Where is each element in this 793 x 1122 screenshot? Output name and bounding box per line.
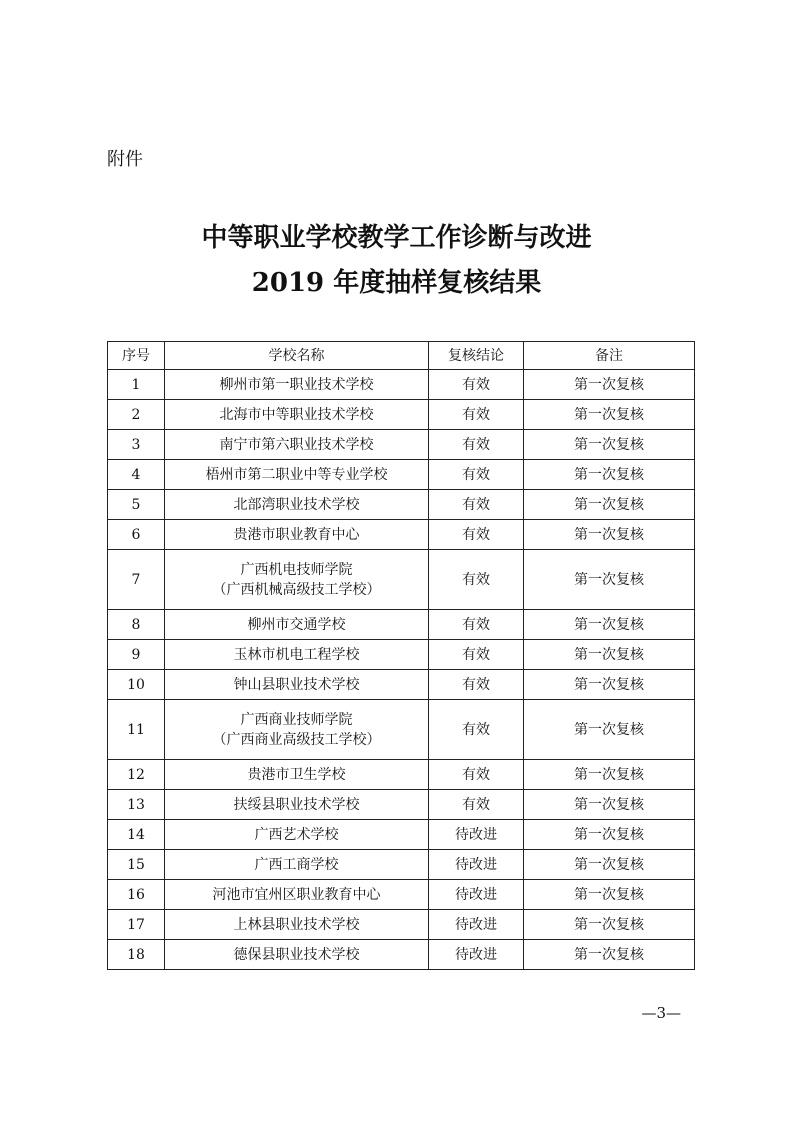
serial-number-cell: 12 xyxy=(108,760,165,790)
note-cell: 第一次复核 xyxy=(524,460,695,490)
school-name-line: 贵港市职业教育中心 xyxy=(233,526,360,543)
school-name-line: 北部湾职业技术学校 xyxy=(233,496,360,513)
school-name-line: 广西机电技师学院 xyxy=(240,561,353,578)
school-name-cell xyxy=(165,460,429,490)
note-cell: 第一次复核 xyxy=(524,910,695,940)
review-result-cell: 待改进 xyxy=(429,880,524,910)
table-row xyxy=(108,430,695,460)
school-name-cell xyxy=(165,370,429,400)
table-row xyxy=(108,940,695,970)
table-row xyxy=(108,880,695,910)
note-cell: 第一次复核 xyxy=(524,370,695,400)
school-name-line: 南宁市第六职业技术学校 xyxy=(219,436,374,453)
table-row xyxy=(108,850,695,880)
school-name-line: （广西商业高级技工学校） xyxy=(212,731,381,748)
note-cell: 第一次复核 xyxy=(524,610,695,640)
review-result-cell: 有效 xyxy=(429,430,524,460)
serial-number-cell: 1 xyxy=(108,370,165,400)
school-name-line: 德保县职业技术学校 xyxy=(233,946,360,963)
review-result-cell: 有效 xyxy=(429,640,524,670)
school-name-line: 梧州市第二职业中等专业学校 xyxy=(205,466,388,483)
school-name-cell xyxy=(165,910,429,940)
table-row xyxy=(108,370,695,400)
review-result-cell: 有效 xyxy=(429,490,524,520)
table-body xyxy=(108,370,695,970)
table-row xyxy=(108,910,695,940)
table-row xyxy=(108,550,695,610)
serial-number-cell: 6 xyxy=(108,520,165,550)
table-row xyxy=(108,790,695,820)
school-name-line: 扶绥县职业技术学校 xyxy=(233,796,360,813)
school-name-cell xyxy=(165,550,429,610)
review-result-cell: 有效 xyxy=(429,670,524,700)
table-header-row xyxy=(108,342,695,370)
school-name-cell xyxy=(165,760,429,790)
note-cell: 第一次复核 xyxy=(524,490,695,520)
review-result-cell: 有效 xyxy=(429,460,524,490)
note-cell: 第一次复核 xyxy=(524,670,695,700)
table-row xyxy=(108,820,695,850)
serial-number-cell: 11 xyxy=(108,700,165,760)
review-result-cell: 有效 xyxy=(429,700,524,760)
school-name-cell xyxy=(165,850,429,880)
table-row xyxy=(108,490,695,520)
serial-number-cell: 10 xyxy=(108,670,165,700)
document-title-line-1: 中等职业学校教学工作诊断与改进 xyxy=(201,223,592,253)
serial-number-cell: 8 xyxy=(108,610,165,640)
serial-number-cell: 17 xyxy=(108,910,165,940)
review-result-cell: 有效 xyxy=(429,610,524,640)
serial-number-cell: 18 xyxy=(108,940,165,970)
serial-number-cell: 7 xyxy=(108,550,165,610)
school-name-line: 北海市中等职业技术学校 xyxy=(219,406,374,423)
school-name-cell xyxy=(165,430,429,460)
table-row xyxy=(108,520,695,550)
serial-number-cell: 3 xyxy=(108,430,165,460)
note-cell: 第一次复核 xyxy=(524,940,695,970)
note-cell: 第一次复核 xyxy=(524,790,695,820)
header-cell-review-result: 复核结论 xyxy=(429,342,524,370)
school-name-cell xyxy=(165,400,429,430)
review-result-cell: 有效 xyxy=(429,370,524,400)
note-cell: 第一次复核 xyxy=(524,400,695,430)
table-row xyxy=(108,700,695,760)
note-cell: 第一次复核 xyxy=(524,520,695,550)
school-name-cell xyxy=(165,940,429,970)
review-result-cell: 有效 xyxy=(429,520,524,550)
note-cell: 第一次复核 xyxy=(524,640,695,670)
serial-number-cell: 13 xyxy=(108,790,165,820)
note-cell: 第一次复核 xyxy=(524,850,695,880)
attachment-label: 附件 xyxy=(107,149,143,170)
review-result-cell: 有效 xyxy=(429,760,524,790)
serial-number-cell: 15 xyxy=(108,850,165,880)
school-name-line: 广西商业技师学院 xyxy=(240,711,353,728)
table-row xyxy=(108,640,695,670)
serial-number-cell: 4 xyxy=(108,460,165,490)
note-cell: 第一次复核 xyxy=(524,760,695,790)
serial-number-cell: 2 xyxy=(108,400,165,430)
school-name-line: （广西机械高级技工学校） xyxy=(212,581,381,598)
school-name-cell xyxy=(165,490,429,520)
school-name-line: 钟山县职业技术学校 xyxy=(233,676,360,693)
school-name-line: 贵港市卫生学校 xyxy=(247,766,346,783)
header-cell-school-name: 学校名称 xyxy=(165,342,429,370)
school-name-cell xyxy=(165,880,429,910)
table-row xyxy=(108,460,695,490)
school-name-cell xyxy=(165,640,429,670)
table-row xyxy=(108,400,695,430)
header-cell-serial: 序号 xyxy=(108,342,165,370)
school-name-cell xyxy=(165,700,429,760)
table-row xyxy=(108,670,695,700)
serial-number-cell: 5 xyxy=(108,490,165,520)
note-cell: 第一次复核 xyxy=(524,820,695,850)
school-name-line: 广西艺术学校 xyxy=(254,826,339,843)
review-result-cell: 待改进 xyxy=(429,910,524,940)
school-name-cell xyxy=(165,820,429,850)
review-result-cell: 有效 xyxy=(429,550,524,610)
serial-number-cell: 14 xyxy=(108,820,165,850)
table-row xyxy=(108,610,695,640)
review-results-table xyxy=(107,341,695,970)
review-result-cell: 有效 xyxy=(429,790,524,820)
review-result-cell: 待改进 xyxy=(429,820,524,850)
table-row xyxy=(108,760,695,790)
page-number: —3— xyxy=(641,1004,681,1022)
school-name-cell xyxy=(165,790,429,820)
review-result-cell: 待改进 xyxy=(429,940,524,970)
school-name-line: 柳州市交通学校 xyxy=(247,616,346,633)
school-name-cell xyxy=(165,670,429,700)
note-cell: 第一次复核 xyxy=(524,700,695,760)
school-name-line: 玉林市机电工程学校 xyxy=(233,646,360,663)
header-cell-note: 备注 xyxy=(524,342,695,370)
school-name-line: 上林县职业技术学校 xyxy=(233,916,360,933)
note-cell: 第一次复核 xyxy=(524,430,695,460)
review-result-cell: 有效 xyxy=(429,400,524,430)
serial-number-cell: 9 xyxy=(108,640,165,670)
review-result-cell: 待改进 xyxy=(429,850,524,880)
note-cell: 第一次复核 xyxy=(524,550,695,610)
note-cell: 第一次复核 xyxy=(524,880,695,910)
school-name-line: 广西工商学校 xyxy=(254,856,339,873)
school-name-line: 柳州市第一职业技术学校 xyxy=(219,376,374,393)
school-name-cell xyxy=(165,610,429,640)
document-title-line-2: 2019 年度抽样复核结果 xyxy=(251,268,542,298)
school-name-line: 河池市宜州区职业教育中心 xyxy=(212,886,381,903)
serial-number-cell: 16 xyxy=(108,880,165,910)
school-name-cell xyxy=(165,520,429,550)
